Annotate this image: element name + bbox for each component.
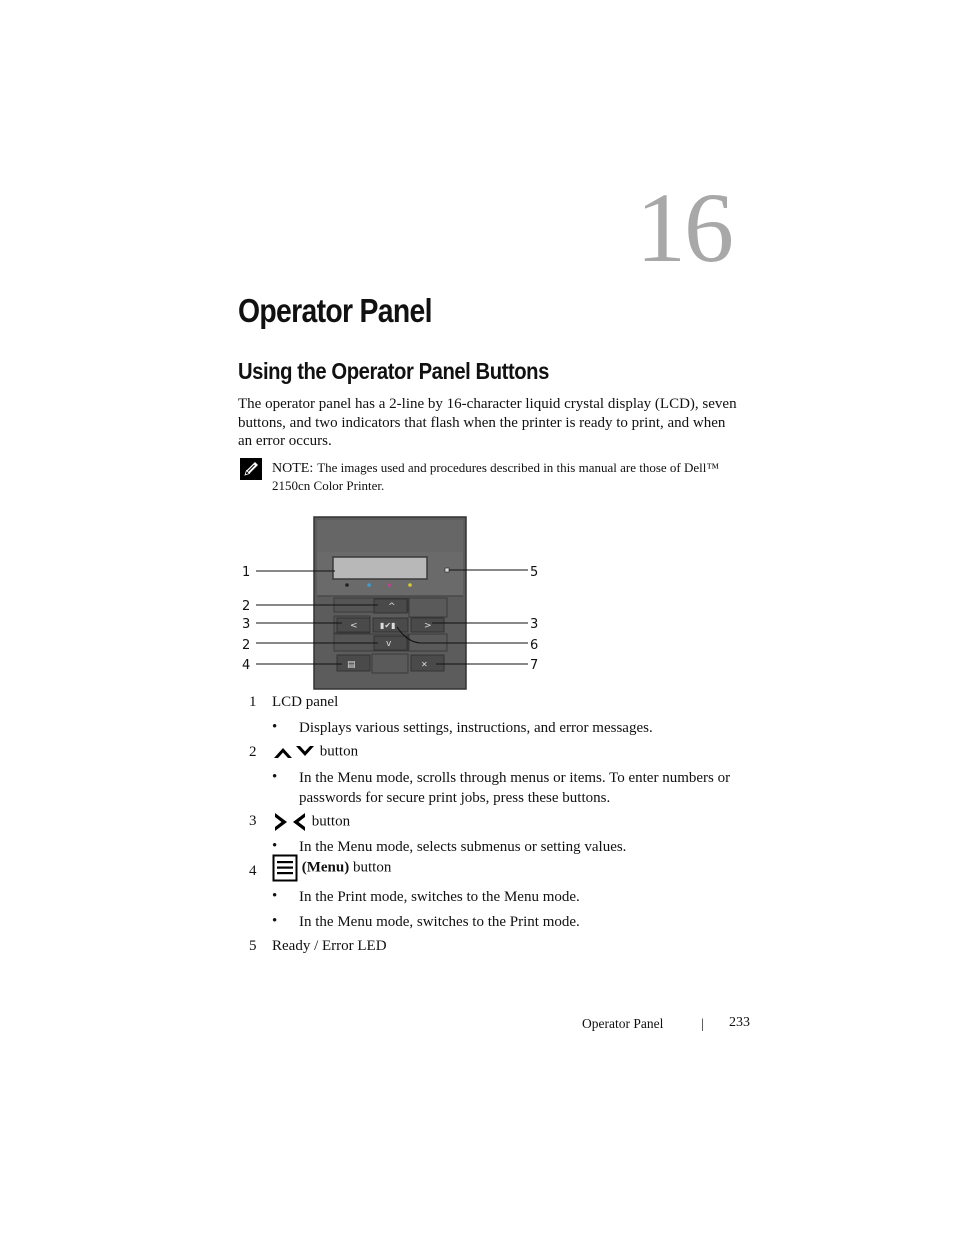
note bbox=[272, 459, 742, 494]
lcd-panel bbox=[333, 557, 427, 579]
callout-4: 4 bbox=[242, 658, 251, 673]
menu-label: (Menu) bbox=[301, 859, 350, 876]
down-arrow-icon bbox=[294, 743, 316, 761]
item-number: 4 bbox=[249, 863, 257, 879]
item-label: button bbox=[311, 813, 351, 830]
section-title: Using the Operator Panel Buttons bbox=[238, 358, 549, 384]
item-number: 1 bbox=[249, 694, 257, 710]
callout-2a: 2 bbox=[242, 599, 251, 614]
left-arrow-icon bbox=[290, 811, 308, 833]
bullet-text: Displays various settings, instructions, and error messages. bbox=[299, 720, 653, 736]
item-label: button bbox=[353, 859, 392, 876]
menu-icon bbox=[272, 854, 298, 882]
footer-title: Operator Panel bbox=[582, 1016, 664, 1031]
indicator-magenta bbox=[387, 583, 391, 587]
indicator-yellow bbox=[408, 583, 412, 587]
bullet-text: In the Menu mode, scrolls through menus or items. To enter numbers or passwords for secure print jobs, press these buttons. bbox=[299, 770, 731, 806]
footer-separator: | bbox=[701, 1016, 704, 1031]
callout-3a: 3 bbox=[242, 617, 251, 632]
callout-7: 7 bbox=[530, 658, 539, 673]
item-row bbox=[272, 854, 391, 882]
item-number: 2 bbox=[249, 744, 257, 760]
svg-text:^: ^ bbox=[388, 602, 396, 612]
operator-panel-figure bbox=[232, 512, 552, 694]
callout-6: 6 bbox=[530, 638, 539, 653]
chapter-title: Operator Panel bbox=[238, 292, 432, 329]
callout-1: 1 bbox=[242, 565, 251, 580]
up-arrow-icon bbox=[272, 743, 294, 761]
bullet: • bbox=[272, 888, 278, 904]
callout-2b: 2 bbox=[242, 638, 251, 653]
indicator-black bbox=[345, 583, 349, 587]
indicator-cyan bbox=[367, 583, 371, 587]
item-label: Ready / Error LED bbox=[272, 938, 387, 954]
intro-paragraph: The operator panel has a 2-line by 16-character liquid crystal display (LCD), seven buttons, and two indicators that flash when the printer is ready to print, and when an error occurs. bbox=[238, 396, 737, 449]
callout-5: 5 bbox=[530, 565, 539, 580]
chapter-number: 16 bbox=[636, 172, 732, 283]
item-number: 5 bbox=[249, 938, 257, 954]
svg-text:>: > bbox=[424, 621, 432, 631]
item-row bbox=[272, 743, 358, 761]
note-label: NOTE: bbox=[272, 461, 314, 476]
callout-3b: 3 bbox=[530, 617, 539, 632]
bullet-text: In the Menu mode, selects submenus or setting values. bbox=[299, 839, 627, 855]
bullet: • bbox=[272, 719, 278, 735]
bullet-text: In the Menu mode, switches to the Print mode. bbox=[299, 914, 580, 930]
bullet: • bbox=[272, 913, 278, 929]
item-label: LCD panel bbox=[272, 694, 339, 710]
note-text: The images used and procedures described in this manual are those of Dell™ 2150cn Color Printer. bbox=[272, 460, 720, 493]
svg-text:▮✔▮: ▮✔▮ bbox=[380, 621, 396, 630]
ready-error-led bbox=[445, 568, 449, 572]
svg-text:<: < bbox=[350, 621, 358, 631]
item-row bbox=[272, 811, 350, 833]
svg-text:✕: ✕ bbox=[421, 660, 428, 669]
svg-text:v: v bbox=[386, 639, 392, 649]
bullet-text: In the Print mode, switches to the Menu mode. bbox=[299, 889, 580, 905]
svg-text:▤: ▤ bbox=[347, 660, 356, 670]
page-number: 233 bbox=[729, 1015, 750, 1030]
item-label: button bbox=[319, 743, 359, 760]
right-arrow-icon bbox=[272, 811, 290, 833]
pencil-note-icon bbox=[240, 458, 262, 480]
bullet: • bbox=[272, 769, 278, 785]
item-number: 3 bbox=[249, 813, 257, 829]
bullet: • bbox=[272, 838, 278, 854]
